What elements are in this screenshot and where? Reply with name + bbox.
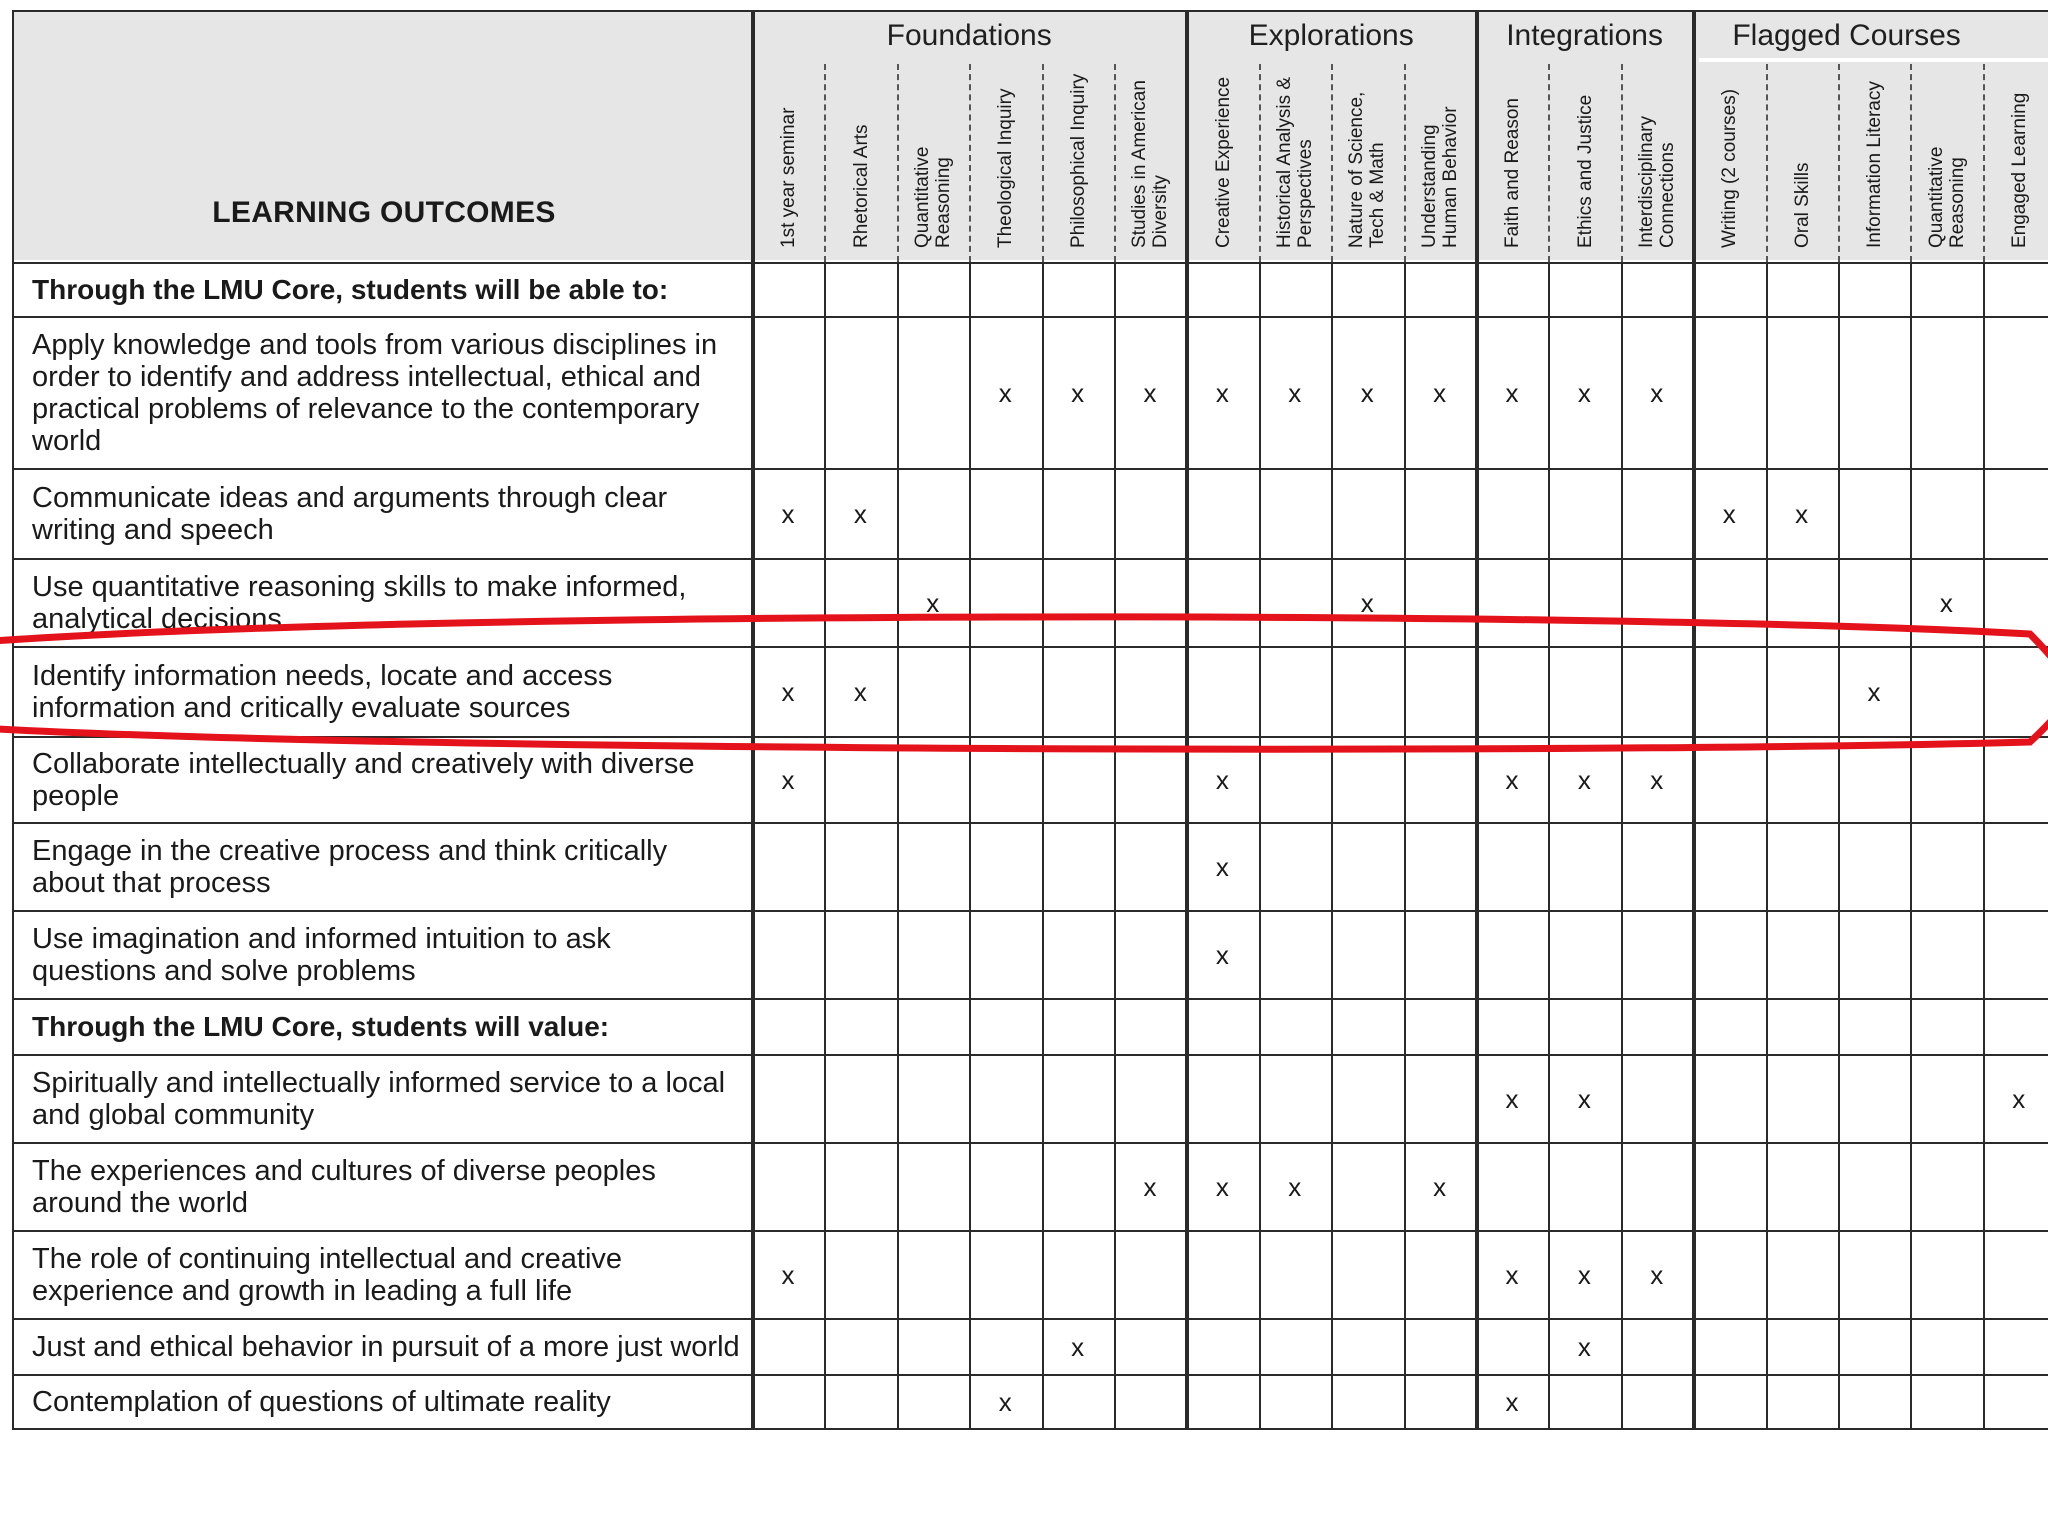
column-divider: [1766, 262, 1768, 1428]
outcome-mark: x: [2012, 1084, 2026, 1114]
outcome-mark: x: [998, 378, 1012, 408]
column-divider-header: [824, 64, 826, 262]
outcome-mark: x: [1215, 765, 1229, 795]
outcome-mark: x: [1505, 765, 1519, 795]
outcome-text: Communicate ideas and arguments through clear writing and speech: [32, 482, 668, 546]
column-divider: [1910, 262, 1912, 1428]
column-divider-header: [1259, 64, 1261, 262]
outcome-mark: x: [1795, 499, 1809, 529]
column-divider: [1259, 262, 1261, 1428]
column-header-c4: Philosophical Inquiry: [1067, 73, 1089, 248]
outcome-mark: x: [781, 499, 795, 529]
column-divider-header: [1766, 64, 1768, 262]
outcome-text: Apply knowledge and tools from various disciplines in order to identify and address intellectual, ethical and practical problems of relevance to the contemporary world: [32, 329, 718, 457]
column-divider-header: [1910, 64, 1912, 262]
column-divider: [1983, 262, 1985, 1428]
top-border: [12, 10, 2048, 12]
column-divider-header: [1983, 64, 1985, 262]
column-header-c2: Quantitative Reasoning: [912, 146, 954, 248]
column-divider: [1042, 262, 1044, 1428]
outcome-mark: x: [1577, 378, 1591, 408]
outcome-mark: x: [1577, 1260, 1591, 1290]
outcome-mark: x: [1505, 1084, 1519, 1114]
column-divider: [1838, 262, 1840, 1428]
outcome-mark: x: [1143, 1172, 1157, 1202]
column-divider-header: [1114, 64, 1116, 262]
column-divider: [969, 262, 971, 1428]
outcome-text: Use imagination and informed intuition to ask questions and solve problems: [32, 923, 611, 987]
outcome-mark: x: [1288, 378, 1302, 408]
outcome-mark: x: [1505, 378, 1519, 408]
outcome-text: The experiences and cultures of diverse peoples around the world: [32, 1155, 656, 1219]
outcome-text: Identify information needs, locate and access information and critically evaluate sources: [32, 660, 613, 724]
column-divider-header: [1042, 64, 1044, 262]
outcome-mark: x: [1650, 765, 1664, 795]
column-header-c0: 1st year seminar: [777, 107, 799, 248]
left-border: [12, 10, 14, 1428]
outcome-text: Contemplation of questions of ultimate reality: [32, 1386, 611, 1418]
outcome-text: Engage in the creative process and think critically about that process: [32, 835, 668, 899]
column-divider: [824, 262, 826, 1428]
column-divider-header: [969, 64, 971, 262]
outcome-mark: x: [853, 677, 867, 707]
column-header-c13: Writing (2 courses): [1718, 88, 1740, 248]
column-header-c9: Understanding Human Behavior: [1418, 106, 1461, 248]
column-divider: [1404, 262, 1406, 1428]
column-header-c14: Oral Skills: [1791, 162, 1813, 248]
column-divider-header: [1331, 64, 1333, 262]
group-label-explorations: Explorations: [1248, 19, 1414, 52]
section-heading: Through the LMU Core, students will be able to:: [32, 274, 669, 305]
outcome-mark: x: [1939, 588, 1953, 618]
text-column-border: [751, 10, 755, 1428]
outcome-mark: x: [1650, 378, 1664, 408]
outcome-mark: x: [781, 677, 795, 707]
column-header-c11: Ethics and Justice: [1574, 94, 1596, 248]
outcome-mark: x: [926, 588, 940, 618]
outcome-mark: x: [1215, 852, 1229, 882]
outcome-text: Collaborate intellectually and creatively with diverse people: [32, 748, 695, 812]
column-divider: [1114, 262, 1116, 1428]
group-label-flagged-courses: Flagged Courses: [1732, 19, 1961, 52]
group-divider: [1475, 10, 1479, 1428]
outcome-mark: x: [1215, 940, 1229, 970]
column-divider: [1548, 262, 1550, 1428]
outcome-mark: x: [1577, 1084, 1591, 1114]
column-header-c8: Nature of Science, Tech & Math: [1346, 91, 1389, 248]
column-header-c15: Information Literacy: [1863, 81, 1885, 248]
group-label-integrations: Integrations: [1506, 19, 1663, 52]
outcome-mark: x: [1071, 378, 1085, 408]
outcome-mark: x: [853, 499, 867, 529]
group-underline: [1699, 58, 2048, 62]
column-divider: [897, 262, 899, 1428]
column-divider: [1331, 262, 1333, 1428]
outcome-text: Just and ethical behavior in pursuit of a more just world: [32, 1331, 740, 1363]
outcome-mark: x: [1505, 1260, 1519, 1290]
outcome-mark: x: [1360, 588, 1374, 618]
column-header-c12: Interdisciplinary Connections: [1636, 116, 1678, 248]
column-header-c6: Creative Experience: [1212, 76, 1234, 248]
column-header-c17: Engaged Learning: [2008, 92, 2030, 248]
column-divider-header: [897, 64, 899, 262]
outcome-mark: x: [1143, 378, 1157, 408]
column-header-c10: Faith and Reason: [1501, 98, 1523, 248]
outcome-mark: x: [1650, 1260, 1664, 1290]
outcome-mark: x: [1071, 1332, 1085, 1362]
learning-outcomes-heading: LEARNING OUTCOMES: [212, 196, 556, 229]
outcome-mark: x: [1577, 1332, 1591, 1362]
column-header-c3: Theological Inquiry: [994, 88, 1016, 248]
outcome-mark: x: [781, 765, 795, 795]
outcome-mark: x: [1433, 1172, 1447, 1202]
outcome-text: Use quantitative reasoning skills to make informed, analytical decisions: [32, 571, 687, 635]
outcome-mark: x: [1505, 1387, 1519, 1417]
section-heading: Through the LMU Core, students will value:: [32, 1011, 610, 1042]
column-header-c16: Quantitative Reasoning: [1925, 146, 1968, 248]
outcome-mark: x: [1360, 378, 1374, 408]
group-divider: [1185, 10, 1189, 1428]
outcome-mark: x: [1215, 1172, 1229, 1202]
column-divider-header: [1548, 64, 1550, 262]
outcome-text: Spiritually and intellectually informed service to a local and global community: [32, 1067, 726, 1131]
outcome-mark: x: [1433, 378, 1447, 408]
outcome-mark: x: [1215, 378, 1229, 408]
column-header-c7: Historical Analysis & Perspectives: [1274, 76, 1316, 248]
outcome-mark: x: [1722, 499, 1736, 529]
group-divider: [1692, 10, 1696, 1428]
column-divider-header: [1838, 64, 1840, 262]
column-divider-header: [1404, 64, 1406, 262]
group-label-foundations: Foundations: [886, 19, 1052, 52]
outcome-text: The role of continuing intellectual and creative experience and growth in leading a full life: [32, 1243, 623, 1307]
column-header-c5: Studies in American Diversity: [1129, 80, 1172, 248]
outcome-mark: x: [781, 1260, 795, 1290]
column-divider-header: [1621, 64, 1623, 262]
outcome-mark: x: [998, 1387, 1012, 1417]
outcome-mark: x: [1867, 677, 1881, 707]
column-header-c1: Rhetorical Arts: [850, 124, 872, 248]
row-divider: [12, 1428, 2048, 1430]
outcome-mark: x: [1577, 765, 1591, 795]
column-divider: [1621, 262, 1623, 1428]
outcome-mark: x: [1288, 1172, 1302, 1202]
